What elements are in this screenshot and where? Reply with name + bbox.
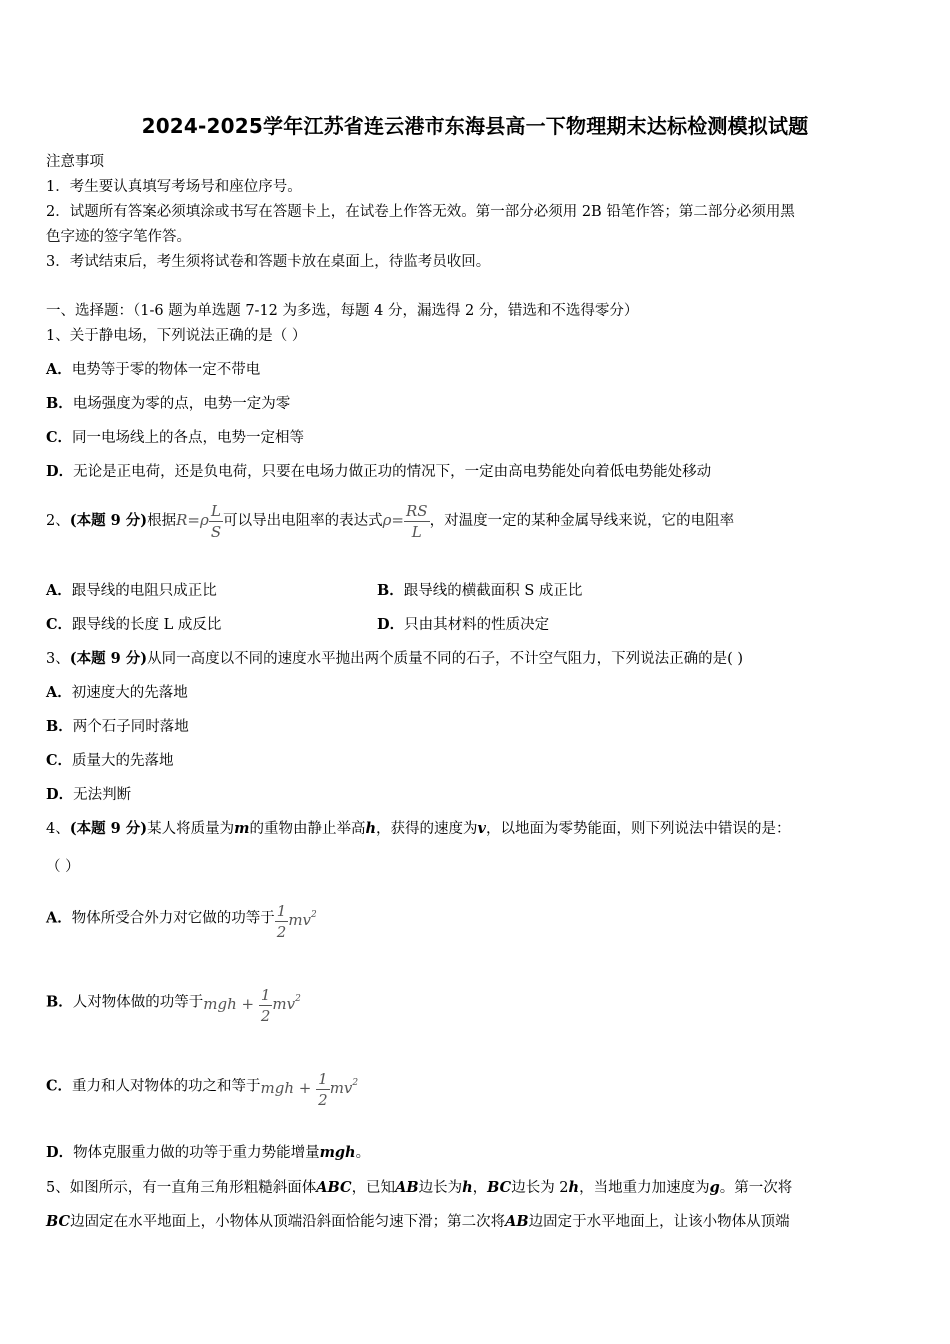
variable: AB — [395, 1179, 419, 1196]
question-number: 3、 — [46, 651, 70, 667]
option — [46, 360, 260, 380]
option-label: D． — [46, 463, 74, 480]
question-text: ，当地重力加速度为 — [579, 1180, 710, 1196]
question-text: 根据 — [147, 512, 177, 529]
fraction-numerator: 1 — [260, 985, 271, 1004]
option — [46, 1063, 358, 1110]
option-text: 质量大的先落地 — [72, 753, 174, 769]
option-text: 跟导线的长度 L 成反比 — [72, 617, 222, 633]
formula-term: mv — [288, 911, 312, 929]
notice-item: 3．考试结束后，考生须将试卷和答题卡放在桌面上，待监考员收回。 — [46, 254, 491, 270]
option-label: C． — [46, 616, 73, 633]
option-text: 电场强度为零的点，电势一定为零 — [72, 396, 291, 412]
variable: ABC — [316, 1179, 352, 1196]
question-number: 4、 — [46, 821, 70, 837]
variable: h — [568, 1179, 580, 1196]
question-text: ，对温度一定的某种金属导线来说，它的电阻率 — [429, 512, 735, 529]
question-4-stem — [46, 819, 790, 839]
option-label: A． — [46, 361, 72, 378]
formula-term: mv — [329, 1079, 353, 1097]
fraction-numerator: 1 — [318, 1069, 328, 1088]
option-text: 无法判断 — [73, 787, 132, 803]
section-heading: 一、选择题：（1-6 题为单选题 7-12 为多选，每题 4 分，漏选得 2 分，错选和不选得零分） — [46, 303, 639, 319]
option-label: B． — [46, 395, 73, 412]
option — [46, 683, 188, 703]
question-4-paren: （ ） — [46, 859, 80, 875]
question-text: 边长为 — [418, 1180, 463, 1196]
question-text: 某人将质量为 — [147, 821, 235, 837]
option — [46, 581, 217, 601]
option-label: B． — [46, 993, 73, 1011]
option-text: 人对物体做的功等于 — [72, 994, 204, 1011]
option — [46, 428, 304, 448]
option-text: 物体所受合外力对它做的功等于 — [71, 910, 275, 927]
formula-kinetic-energy — [275, 895, 317, 942]
option — [46, 1143, 370, 1163]
formula-term: mv — [272, 995, 296, 1013]
question-5-stem-line2 — [46, 1212, 790, 1232]
question-text: ， — [472, 1180, 488, 1196]
question-text: 的重物由静止举高 — [249, 821, 366, 837]
formula-resistance — [176, 500, 223, 542]
fraction-denominator: 2 — [260, 1006, 271, 1025]
option-text: 跟导线的电阻只成正比 — [71, 583, 217, 599]
option-text: 同一电场线上的各点，电势一定相等 — [72, 430, 305, 446]
option-label: C． — [46, 1077, 73, 1095]
option-text: 物体克服重力做的功等于重力势能增量 — [73, 1145, 320, 1161]
option — [46, 615, 221, 635]
option-label: D． — [46, 786, 74, 803]
option — [46, 717, 189, 737]
option — [377, 615, 549, 635]
option-text: 无论是正电荷，还是负电荷，只要在电场力做正功的情况下，一定由高电势能处向着低电势能处移动 — [73, 464, 712, 480]
option-label: A． — [46, 582, 72, 599]
question-1-stem: 1、关于静电场，下列说法正确的是（ ） — [46, 328, 307, 344]
formula-lhs: R=ρ — [176, 511, 209, 529]
formula-work-sum — [261, 1063, 359, 1110]
formula-resistivity — [383, 500, 430, 542]
option-label: B． — [46, 718, 73, 735]
question-text: 边固定在水平地面上，小物体从顶端沿斜面恰能匀速下滑；第二次将 — [70, 1214, 506, 1230]
fraction-numerator: RS — [406, 501, 428, 520]
option-text: 跟导线的横截面积 S 成正比 — [403, 583, 583, 599]
exponent: 2 — [311, 910, 317, 920]
question-number: 2、 — [46, 512, 70, 529]
option-text: 初速度大的先落地 — [71, 685, 188, 701]
option — [46, 979, 301, 1026]
notice-item: 色字迹的签字笔作答。 — [46, 229, 191, 245]
fraction-denominator: 2 — [318, 1090, 328, 1109]
option-label: D． — [377, 616, 405, 633]
option-label: D． — [46, 1144, 74, 1161]
fraction-numerator: 1 — [276, 901, 287, 920]
variable-m: m — [234, 820, 250, 837]
option — [46, 785, 131, 805]
fraction-denominator: 2 — [276, 922, 287, 941]
formula-term: mgh — [319, 1144, 356, 1161]
fraction-numerator: L — [209, 501, 223, 522]
option-label: C． — [46, 752, 73, 769]
option-text: 重力和人对物体的功之和等于 — [72, 1078, 261, 1095]
question-text: 边固定于水平地面上，让该小物体从顶端 — [528, 1214, 790, 1230]
formula-term: mgh + — [203, 995, 255, 1013]
notice-item: 1．考生要认真填写考场号和座位序号。 — [46, 179, 302, 195]
option-label: A． — [46, 909, 72, 927]
variable: AB — [505, 1213, 529, 1230]
option — [377, 581, 582, 601]
variable: BC — [46, 1213, 71, 1230]
question-text: 边长为 2 — [511, 1180, 569, 1196]
option-label: C． — [46, 429, 73, 446]
question-text: 5、如图所示，有一直角三角形粗糙斜面体 — [46, 1180, 317, 1196]
variable: g — [709, 1179, 720, 1196]
fraction-denominator: S — [210, 522, 222, 541]
question-text: ，获得的速度为 — [376, 821, 478, 837]
question-text: ，以地面为零势能面，则下列说法中错误的是： — [485, 821, 791, 837]
question-text: 从同一高度以不同的速度水平抛出两个质量不同的石子，不计空气阻力，下列说法正确的是( ) — [147, 651, 744, 667]
exponent: 2 — [295, 994, 301, 1004]
question-2-stem — [46, 500, 734, 542]
question-tag: (本题 9 分) — [69, 650, 148, 667]
question-tag: (本题 9 分) — [69, 511, 148, 529]
question-3-stem — [46, 649, 743, 669]
fraction-denominator: L — [411, 522, 422, 541]
option-text: 两个石子同时落地 — [72, 719, 189, 735]
variable-v: v — [477, 820, 486, 837]
exponent: 2 — [352, 1078, 359, 1088]
question-5-stem-line1 — [46, 1178, 792, 1198]
notice-item: 2．试题所有答案必须填涂或书写在答题卡上，在试卷上作答无效。第一部分必须用 2B 铅笔作答；第二部分必须用黑 — [46, 204, 795, 220]
option-text: 。 — [355, 1145, 371, 1161]
option — [46, 895, 317, 942]
option — [46, 751, 174, 771]
variable: BC — [487, 1179, 512, 1196]
formula-work — [203, 979, 301, 1026]
option — [46, 462, 711, 482]
formula-term: mgh + — [260, 1079, 312, 1097]
option-text: 电势等于零的物体一定不带电 — [71, 362, 261, 378]
question-tag: (本题 9 分) — [69, 820, 148, 837]
variable: h — [462, 1179, 473, 1196]
option-label: B． — [377, 582, 404, 599]
variable-h: h — [365, 820, 377, 837]
notice-heading: 注意事项 — [46, 154, 104, 170]
formula-lhs: ρ= — [382, 511, 404, 529]
option — [46, 394, 290, 414]
option-label: A． — [46, 684, 72, 701]
question-text: 可以导出电阻率的表达式 — [223, 512, 383, 529]
question-text: 。第一次将 — [719, 1180, 793, 1196]
question-text: ，已知 — [351, 1180, 396, 1196]
option-text: 只由其材料的性质决定 — [404, 617, 550, 633]
page-title: 2024-2025学年江苏省连云港市东海县高一下物理期末达标检测模拟试题 — [141, 114, 809, 138]
